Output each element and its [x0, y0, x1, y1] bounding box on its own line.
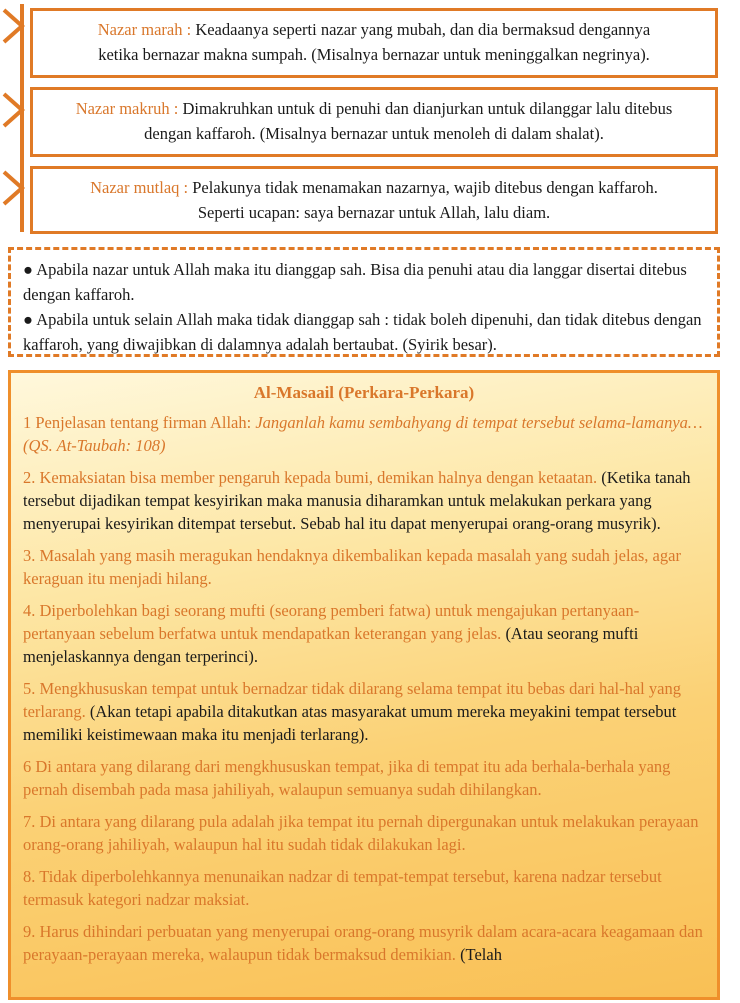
masail-item — [23, 599, 705, 668]
definition-box-nazar-makruh — [30, 87, 718, 157]
definition-text-cont: ketika bernazar makna sumpah. (Misalnya bernazar untuk meninggalkan negrinya). — [98, 45, 650, 64]
notes-box — [8, 247, 720, 357]
masail-item — [23, 677, 705, 746]
item-text: 1 Penjelasan tentang firman Allah: — [23, 413, 256, 432]
masail-item — [23, 544, 705, 590]
note-text: Apabila nazar untuk Allah maka itu dianggap sah. Bisa dia penuhi atau dia langgar disertai ditebus dengan kaffaroh. — [23, 260, 687, 304]
item-text: 4. Diperbolehkan bagi seorang mufti (seorang pemberi fatwa) untuk mengajukan pertanyaan-pertanyaan sebelum berfatwa untuk mendapatkan keterangan yang jelas. — [23, 601, 640, 643]
note-item — [23, 257, 705, 307]
masail-item — [23, 920, 705, 966]
definition-term: Nazar mutlaq : — [90, 178, 189, 197]
note-text: Apabila untuk selain Allah maka tidak dianggap sah : tidak boleh dipenuhi, dan tidak ditebus dengan kaffaroh, yang diwajibkan di dalamnya adalah bertaubat. (Syirik besar). — [23, 310, 702, 354]
definition-box-nazar-marah — [30, 8, 718, 78]
item-note: (Ketika tanah tersebut dijadikan tempat kesyirikan maka manusia diharamkan untuk melakukan perkara yang menyerupai kesyirikan ditempat tersebut. Sebab hal itu dapat menyerupai orang-orang musyrik). — [23, 468, 691, 533]
bullet-icon: ● — [23, 260, 33, 279]
item-note: (Akan tetapi apabila ditakutkan atas masyarakat umum mereka meyakini tempat tersebut memiliki keistimewaan maka itu menjadi terlarang). — [23, 702, 677, 744]
definition-text: Dimakruhkan untuk di penuhi dan dianjurkan untuk dilanggar lalu ditebus — [182, 99, 673, 118]
masail-item — [23, 865, 705, 911]
definition-text-cont: Seperti ucapan: saya bernazar untuk Allah, lalu diam. — [197, 203, 551, 222]
definition-text: Keadaanya seperti nazar yang mubah, dan dia bermaksud dengannya — [195, 20, 651, 39]
masail-item — [23, 411, 705, 457]
item-text: 3. Masalah yang masih meragukan hendaknya dikembalikan kepada masalah yang sudah jelas, agar keraguan itu menjadi hilang. — [23, 546, 681, 588]
item-text: 7. Di antara yang dilarang pula adalah jika tempat itu pernah dipergunakan untuk melakukan perayaan orang-orang jahiliyah, walaupun hal itu sudah tidak dilakukan lagi. — [23, 812, 699, 854]
item-note: (Atau seorang mufti menjelaskannya dengan terperinci). — [23, 624, 639, 666]
definition-term: Nazar makruh : — [75, 99, 179, 118]
item-text: 9. Harus dihindari perbuatan yang menyerupai orang-orang musyrik dalam acara-acara keagamaan dan perayaan-perayaan mereka, walaupun tidak bermaksud demikian. — [23, 922, 703, 964]
bullet-icon: ● — [23, 310, 33, 329]
bracket-connector-icon — [0, 0, 30, 236]
masail-box — [8, 370, 720, 1000]
masail-item — [23, 466, 705, 535]
note-item — [23, 307, 705, 357]
masail-item — [23, 810, 705, 856]
definition-text-cont: dengan kaffaroh. (Misalnya bernazar untuk menoleh di dalam shalat). — [144, 124, 604, 143]
definition-term: Nazar marah : — [97, 20, 192, 39]
item-text: 2. Kemaksiatan bisa member pengaruh kepada bumi, demikan halnya dengan ketaatan. — [23, 468, 598, 487]
item-text: 8. Tidak diperbolehkannya menunaikan nadzar di tempat-tempat tersebut, karena nadzar tersebut termasuk kategori nadzar maksiat. — [23, 867, 662, 909]
item-note: (Telah — [455, 945, 502, 964]
item-text: 5. Mengkhususkan tempat untuk bernadzar tidak dilarang selama tempat itu bebas dari hal-hal yang terlarang. — [23, 679, 681, 721]
definition-box-nazar-mutlaq — [30, 166, 718, 234]
item-text: 6 Di antara yang dilarang dari mengkhususkan tempat, jika di tempat itu ada berhala-berhala yang pernah disembah pada masa jahiliyah, walaupun semuanya sudah dihilangkan. — [23, 757, 671, 799]
definition-text: Pelakunya tidak menamakan nazarnya, wajib ditebus dengan kaffaroh. — [192, 178, 658, 197]
masail-item — [23, 755, 705, 801]
item-quote: Janganlah kamu sembahyang di tempat tersebut selama-lamanya…(QS. At-Taubah: 108) — [23, 413, 703, 455]
masail-title: Al-Masaail (Perkara-Perkara) — [253, 383, 475, 402]
